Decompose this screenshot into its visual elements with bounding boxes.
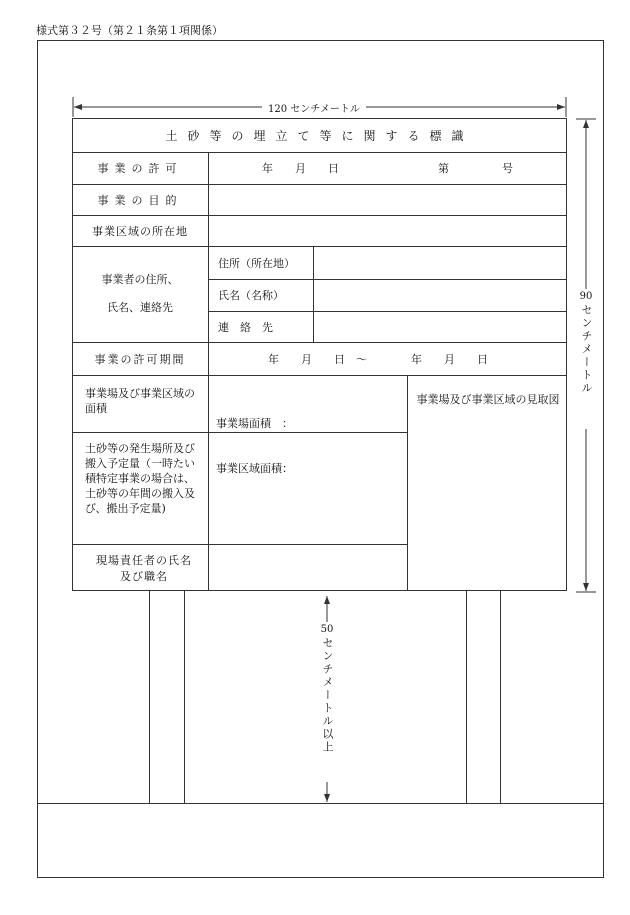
permit-no-suffix: 号	[502, 162, 513, 175]
label-operator	[72, 246, 208, 342]
permit-date: 年 月 日	[262, 162, 339, 175]
height-label-box	[577, 289, 595, 429]
label-address: 住所（所在地）	[218, 256, 295, 270]
col-line	[407, 375, 408, 591]
area-site: 事業場面積 ：	[216, 417, 293, 430]
post-left-outer	[149, 590, 150, 803]
permit-no-prefix: 第	[438, 162, 449, 175]
width-label: 120 センチメートル	[262, 100, 366, 115]
post-label-box	[317, 622, 337, 782]
row-line	[72, 544, 407, 545]
label-contact: 連 絡 先	[218, 320, 273, 334]
label-manager: 現場責任者の氏名及び職名	[96, 554, 192, 583]
form-label: 様式第３２号（第２１条第１項関係）	[36, 24, 223, 37]
label-operator-line2: 氏名、連絡先	[107, 301, 173, 314]
label-period: 事業の許可期間	[94, 352, 186, 366]
area-values	[216, 386, 293, 491]
post-right-outer	[500, 590, 501, 803]
label-map: 事業場及び事業区域の見取図	[416, 393, 560, 406]
label-location: 事業区域の所在地	[92, 224, 188, 238]
row-line	[72, 375, 567, 376]
label-name: 氏名（名称）	[218, 289, 284, 302]
sign-title: 土砂等の埋立て等に関する標識	[165, 128, 474, 143]
period-value: 年 月 日 ～ 年 月 日	[268, 352, 488, 366]
height-number: 90	[579, 291, 593, 302]
post-right-inner	[466, 590, 467, 803]
label-permit: 事業の許可	[97, 162, 183, 175]
area-zone: 事業区域面積：	[216, 462, 293, 475]
col-line	[208, 152, 209, 591]
label-source: 土砂等の発生場所及び搬入予定量（一時たい積特定事業の場合は、土砂等の年間の搬入及び、搬出予定量)	[85, 442, 195, 515]
post-text: センチメートル以上	[321, 637, 334, 754]
label-purpose: 事業の目的	[97, 193, 183, 207]
post-number: 50	[320, 624, 334, 635]
label-operator-line1: 事業者の住所、	[101, 273, 179, 286]
label-area: 事業場及び事業区域の面積	[85, 387, 195, 415]
post-left-inner	[184, 590, 185, 803]
height-text: センチメートル	[580, 304, 593, 395]
col-line	[313, 246, 314, 342]
